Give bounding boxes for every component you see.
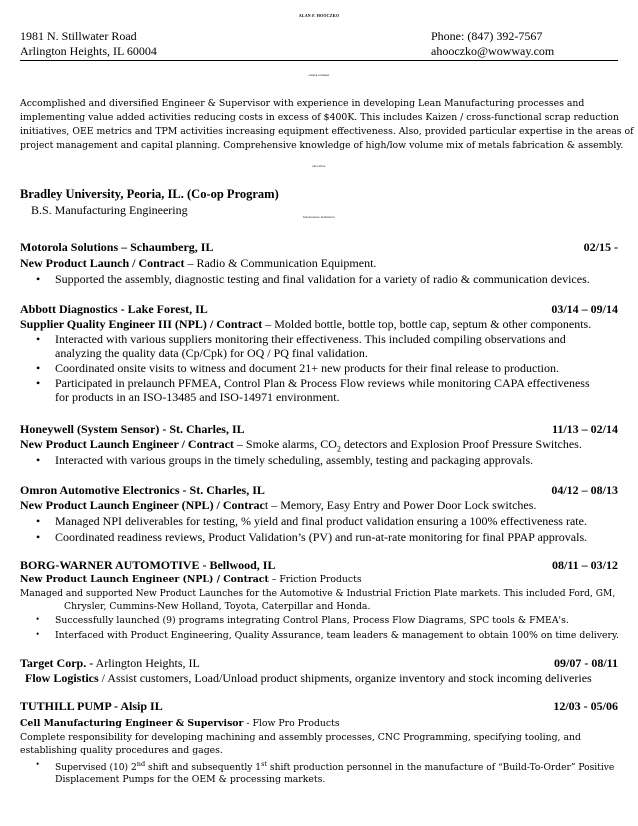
job-bullet-continuation: analyzing the quality data (Cp/Cpk) for OQ / PQ final validation.	[55, 346, 368, 360]
job-title: Cell Manufacturing Engineer & Supervisor	[20, 718, 244, 729]
job-bullet-part: shift and subsequently 1	[145, 763, 262, 774]
job-dates: 04/12 – 08/13	[551, 483, 618, 497]
experience-heading: PROFESSIONAL EXPERIENCE	[302, 218, 336, 219]
job-description: / Assist customers, Load/Unload product shipments, organize inventory and stock incoming deliveries	[98, 671, 592, 685]
candidate-name: ALAN F. HOOCZKO	[298, 13, 340, 18]
job-company: Motorola Solutions – Schaumberg, IL	[20, 240, 214, 254]
summary-line: initiatives, OEE metrics and TPM activities increasing equipment effectiveness. Also, provided particular expertise in the areas of	[20, 126, 634, 137]
job-dates: 08/11 – 03/12	[551, 558, 618, 572]
job-description: - Flow Pro Products	[243, 718, 340, 729]
job-title-line	[20, 498, 536, 513]
address-line-1: 1981 N. Stillwater Road	[20, 29, 137, 43]
job-bullet: Interfaced with Product Engineering, Quality Assurance, team leaders & management to obtain 100% on time delivery.	[55, 630, 619, 641]
education-heading: EDUCATION	[312, 167, 326, 168]
job-company: Omron Automotive Electronics - St. Charles, IL	[20, 483, 265, 497]
job-description: – Radio & Communication Equipment.	[184, 256, 377, 270]
summary-line: implementing value added activities reducing costs in excess of $400K. This includes Kaizen / cross-functional scrap reduction	[20, 112, 619, 123]
job-company: Abbott Diagnostics - Lake Forest, IL	[20, 302, 208, 316]
job-title: New Product Launch Engineer / Contract	[20, 437, 234, 451]
job-bullet-continuation: for products in an ISO-13485 and ISO-14971 environment.	[55, 390, 340, 404]
job-title-line	[20, 317, 591, 332]
job-dates: 02/15 -	[583, 240, 618, 254]
job-description: t – Memory, Easy Entry and Power Door Lock switches.	[264, 498, 537, 512]
job-title: Supplier Quality Engineer III (NPL) / Contract	[20, 317, 263, 331]
job-company-line	[20, 656, 200, 671]
job-description: detectors and Explosion Proof Pressure Switches.	[340, 437, 582, 451]
header-divider	[20, 60, 618, 61]
bullet-icon: •	[36, 530, 41, 544]
job-description: – Molded bottle, bottle top, bottle cap, septum & other components.	[262, 317, 592, 331]
job-title-line	[20, 256, 376, 271]
job-dates: 03/14 – 09/14	[551, 302, 618, 316]
job-dates: 11/13 – 02/14	[551, 422, 618, 436]
job-company: Target Corp. -	[20, 656, 94, 670]
phone-number: Phone: (847) 392-7567	[431, 29, 543, 43]
job-title: New Product Launch / Contract	[20, 256, 185, 270]
bullet-icon: •	[36, 272, 41, 286]
education-degree: B.S. Manufacturing Engineering	[31, 203, 188, 217]
bullet-icon: •	[36, 453, 41, 467]
job-title-line	[25, 671, 592, 686]
job-description-subscript: 2	[336, 444, 341, 454]
bullet-icon: •	[36, 361, 41, 375]
job-title-line	[20, 717, 340, 731]
job-detail-line: Complete responsibility for developing machining and assembly processes, CNC Programming, specifying tooling, and	[20, 732, 581, 743]
job-bullet: Coordinated readiness reviews, Product Validation’s (PV) and run-at-rate monitoring for final PPAP approvals.	[55, 530, 588, 544]
job-company: TUTHILL PUMP - Alsip IL	[20, 699, 163, 713]
job-title: Flow Logistics	[25, 671, 99, 685]
summary-line: project management and capital planning. Comprehensive knowledge of high/low volume mix of metals fabrication & assembly.	[20, 140, 624, 151]
job-company: Honeywell (System Sensor) - St. Charles, IL	[20, 422, 245, 436]
bullet-icon: •	[36, 332, 41, 346]
job-title: New Product Launch Engineer (NPL) / Contrac	[20, 498, 265, 512]
bullet-icon: •	[36, 376, 41, 390]
job-description: – Friction Products	[268, 574, 362, 585]
job-title: New Product Launch Engineer (NPL) / Contract	[20, 574, 269, 585]
address-line-2: Arlington Heights, IL 60004	[20, 44, 157, 58]
summary-line: Accomplished and diversified Engineer & Supervisor with experience in developing Lean Manufacturing processes and	[20, 98, 585, 109]
job-dates: 12/03 - 05/06	[553, 699, 618, 713]
job-title-line	[20, 437, 582, 453]
bullet-icon: •	[36, 514, 41, 528]
job-bullet-continuation: Displacement Pumps for the OEM & processing markets.	[55, 774, 326, 785]
job-bullet: Coordinated onsite visits to witness and document 21+ new products for their final release to production.	[55, 361, 559, 375]
bullet-icon: •	[36, 760, 40, 770]
job-dates: 09/07 - 08/11	[553, 656, 618, 670]
job-bullet-superscript: st	[261, 760, 268, 768]
job-bullet-part: Supervised (10) 2	[55, 763, 137, 774]
job-description: – Smoke alarms, CO	[233, 437, 337, 451]
job-detail-line: Managed and supported New Product Launches for the Automotive & Industrial Friction Plate markets. This included Ford, GM,	[20, 589, 616, 599]
job-detail-line: Chrysler, Cummins-New Holland, Toyota, Caterpillar and Honda.	[64, 601, 371, 612]
job-location: Arlington Heights, IL	[93, 656, 200, 670]
bullet-icon: •	[36, 615, 40, 625]
job-detail-line: establishing quality procedures and gages.	[20, 745, 223, 756]
job-bullet: Supported the assembly, diagnostic testing and final validation for a variety of radio & communication devices.	[55, 272, 590, 286]
job-bullet-superscript: nd	[136, 760, 146, 768]
job-bullet: Participated in prelaunch PFMEA, Control Plan & Process Flow reviews while monitoring CAPA effectiveness	[55, 376, 590, 390]
job-bullet: Interacted with various suppliers monitoring their effectiveness. This included compiling observations and	[55, 332, 566, 346]
career-summary-text	[20, 97, 634, 153]
job-bullet: Managed NPI deliverables for testing, % yield and final product validation ensuring a 100% effectiveness rate.	[55, 514, 587, 528]
job-bullet-part: shift production personnel in the manufacture of “Build-To-Order” Positive	[267, 763, 615, 774]
job-bullet: Interacted with various groups in the timely scheduling, assembly, testing and packaging approvals.	[55, 453, 534, 467]
job-company: BORG-WARNER AUTOMOTIVE - Bellwood, IL	[20, 558, 276, 572]
job-bullet: Successfully launched (9) programs integrating Control Plans, Process Flow Diagrams, SPC tools & FMEA's.	[55, 615, 569, 626]
job-bullet	[55, 760, 614, 773]
career-summary-heading: CAREER SUMMARY	[308, 76, 330, 77]
bullet-icon: •	[36, 630, 40, 640]
email-address: ahooczko@wowway.com	[431, 44, 555, 58]
education-school: Bradley University, Peoria, IL. (Co-op Program)	[20, 187, 279, 201]
job-title-line	[20, 573, 362, 587]
